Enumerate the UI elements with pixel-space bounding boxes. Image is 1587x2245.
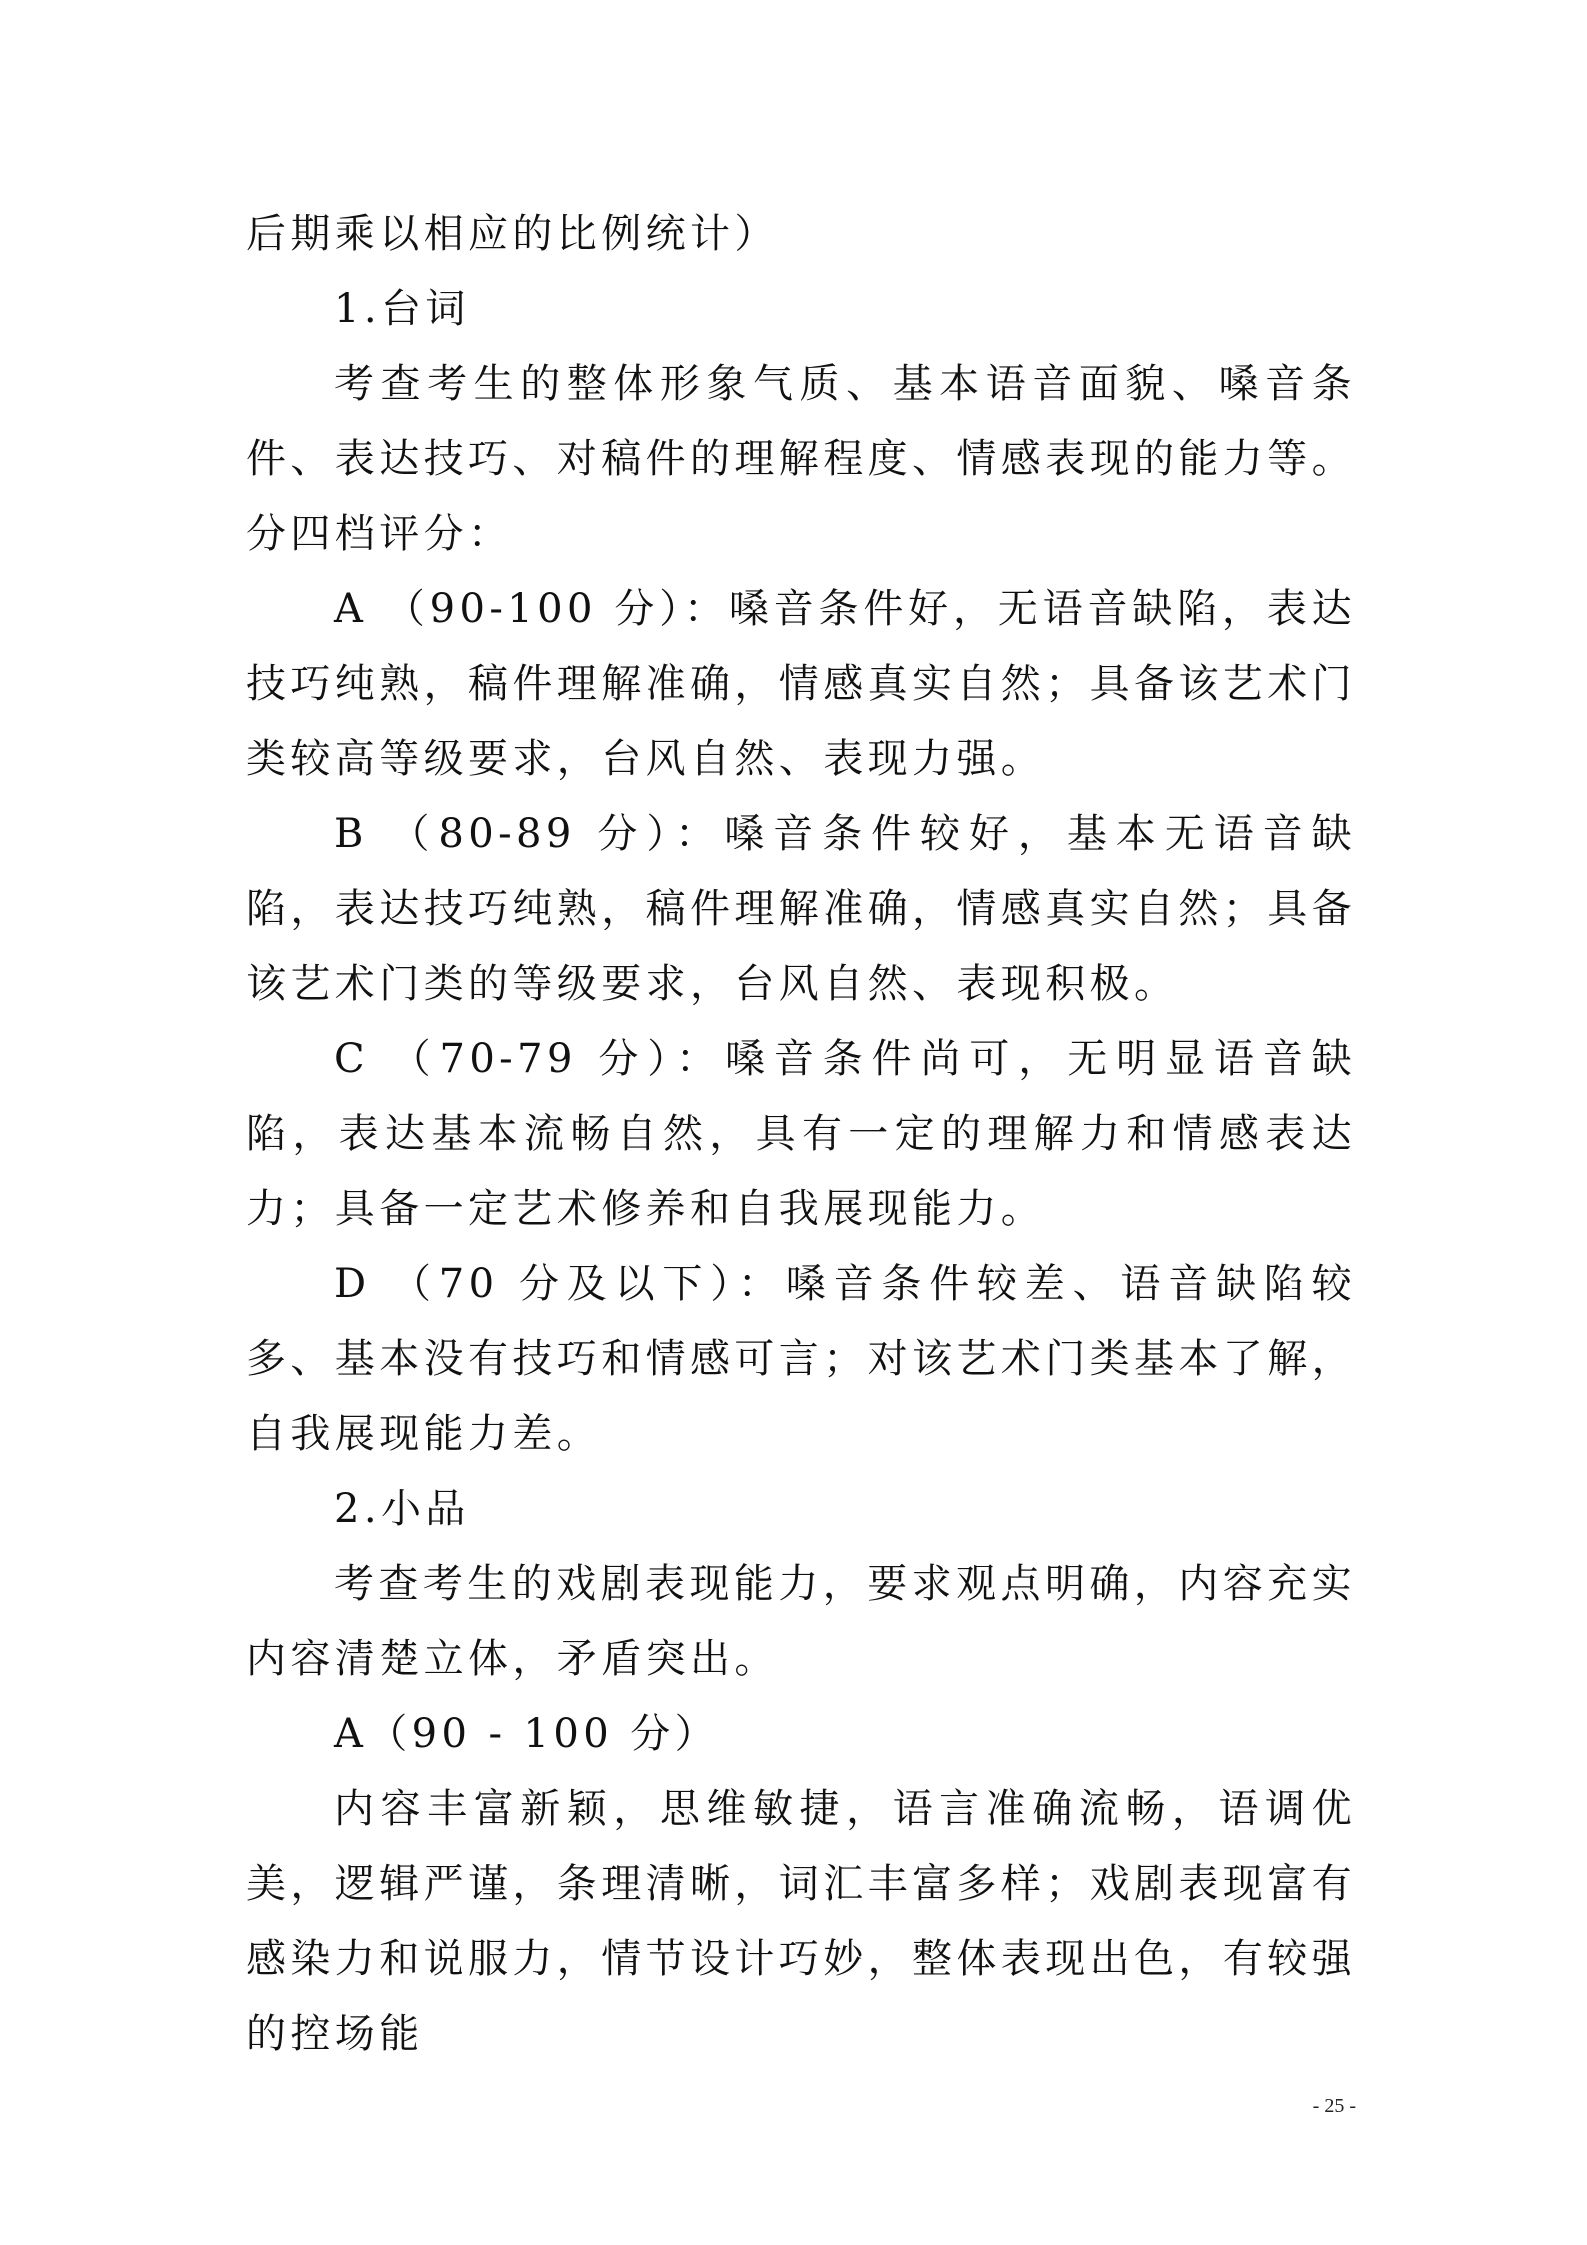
sketch-grade-a-heading: A（90 - 100 分） [334,1711,719,1757]
page-number: - 25 - [1312,2095,1356,2117]
sketch-grade-a-paragraph: 内容丰富新颖，思维敏捷，语言准确流畅，语调优美，逻辑严谨，条理清晰，词汇丰富多样；戏剧表现富有感染力和说服力，情节设计巧妙，整体表现出色，有较强的控场能 [246,1786,1356,2057]
section-heading-lines: 1.台词 [334,286,470,332]
sketch-intro-paragraph: 考查考生的戏剧表现能力，要求观点明确，内容充实内容清楚立体，矛盾突出。 [246,1561,1356,1682]
grade-d-paragraph: D （70 分及以下）：嗓音条件较差、语音缺陷较多、基本没有技巧和情感可言；对该艺术门类基本了解，自我展现能力差。 [246,1261,1356,1457]
grade-a-paragraph: A （90-100 分）：嗓音条件好，无语音缺陷，表达技巧纯熟，稿件理解准确，情感真实自然；具备该艺术门类较高等级要求，台风自然、表现力强。 [246,586,1356,782]
document-body [246,197,1356,2072]
section-heading-sketch: 2.小品 [334,1486,470,1532]
grade-c-paragraph: C （70-79 分）：嗓音条件尚可，无明显语音缺陷，表达基本流畅自然，具有一定的理解力和情感表达力；具备一定艺术修养和自我展现能力。 [246,1036,1356,1232]
continuation-line: 后期乘以相应的比例统计） [246,211,779,257]
lines-intro-paragraph: 考查考生的整体形象气质、基本语音面貌、嗓音条件、表达技巧、对稿件的理解程度、情感表现的能力等。分四档评分： [246,361,1356,557]
grade-b-paragraph: B （80-89 分）：嗓音条件较好，基本无语音缺陷，表达技巧纯熟，稿件理解准确，情感真实自然；具备该艺术门类的等级要求，台风自然、表现积极。 [246,811,1356,1007]
